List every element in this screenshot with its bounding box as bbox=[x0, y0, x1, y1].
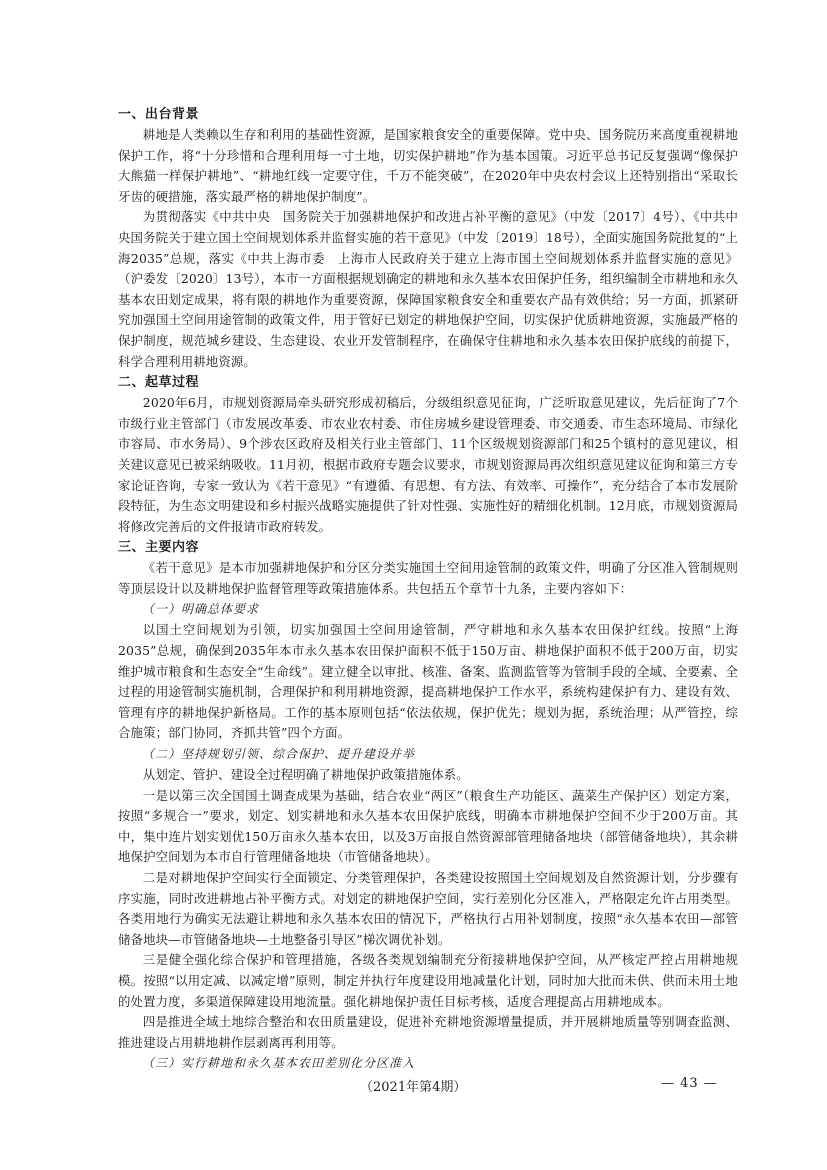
paragraph: 四是推进全域土地综合整治和农田质量建设，促进补充耕地资源增量提质，并开展耕地质量等别调查监测、推进建设占用耕地耕作层剥离再利用等。 bbox=[118, 1014, 738, 1050]
paragraph: 以国土空间规划为引领，切实加强国土空间用途管制，严守耕地和永久基本农田保护红线。按照“上海2035”总规，确保到2035年本市永久基本农田保护面积不低于150万亩、耕地保护面积不低于200万亩，切实维护城市粮食和生态安全“生命线”。建立健全以审批、核准、备案、监测监管等为管制手段的全域、全要素、全过程的用途管制实施机制，合理保护和利用耕地资源，提高耕地保护工作水平，系统构建保护有力、建设有效、管理有序的耕地保护新格局。工作的基本原则包括“依法依规，保护优先；规划为据，系统治理；从严管控，综合施策；部门协同，齐抓共管”四个方面。 bbox=[118, 622, 738, 741]
page-number: — 43 — bbox=[661, 1076, 718, 1091]
subsection-heading: （一）明确总体要求 bbox=[142, 602, 260, 617]
subsection-heading: （二）坚持规划引领、综合保护、提升建设并举 bbox=[142, 747, 416, 762]
subsection-heading: （三）实行耕地和永久基本农田差别化分区准入 bbox=[142, 1056, 416, 1071]
document-body bbox=[118, 104, 738, 1074]
paragraph: 耕地是人类赖以生存和利用的基础性资源，是国家粮食安全的重要保障。党中央、国务院历来高度重视耕地保护工作，将“十分珍惜和合理利用每一寸土地，切实保护耕地”作为基本国策。习近平总书记反复强调“像保护大熊猫一样保护耕地”、“耕地红线一定要守住，千万不能突破”，在2020年中央农村会议上还特别指出“采取长牙齿的硬措施，落实最严格的耕地保护制度”。 bbox=[118, 127, 738, 204]
paragraph: 《若干意见》是本市加强耕地保护和分区分类实施国土空间用途管制的政策文件，明确了分区准入管制规则等顶层设计以及耕地保护监督管理等政策措施体系。共包括五个章节十九条，主要内容如下： bbox=[118, 560, 738, 596]
paragraph: 一是以第三次全国国土调查成果为基础，结合农业“两区”（粮食生产功能区、蔬菜生产保护区）划定方案，按照“多规合一”要求，划定、划实耕地和永久基本农田保护底线，明确本市耕地保护空间不少于200万亩。其中，集中连片划实划优150万亩永久基本农田，以及3万亩报自然资源部管理储备地块（部管储备地块），其余耕地保护空间划为本市自行管理储备地块（市管储备地块）。 bbox=[118, 787, 738, 865]
paragraph: 2020年6月，市规划资源局牵头研究形成初稿后，分级组织意见征询，广泛听取意见建议，先后征询了7个市级行业主管部门（市发展改革委、市农业农村委、市住房城乡建设管理委、市交通委、市生态环境局、市绿化市容局、市水务局）、9个涉农区政府及相关行业主管部门、11个区级规划资源部门和25个镇村的意见建议，相关建议意见已被采纳吸收。11月初，根据市政府专题会议要求，市规划资源局再次组织意见建议征询和第三方专家论证咨询，专家一致认为《若干意见》“有遵循、有思想、有方法、有效率、可操作”，充分结合了本市发展阶段特征，为生态文明建设和乡村振兴战略实施提供了针对性强、实施性好的精细化机制。12月底，市规划资源局将修改完善后的文件报请市政府转发。 bbox=[118, 395, 738, 534]
page-footer bbox=[0, 1076, 827, 1096]
paragraph: 为贯彻落实《中共中央 国务院关于加强耕地保护和改进占补平衡的意见》（中发〔2017〕4号）、《中共中央国务院关于建立国土空间规划体系并监督实施的若干意见》（中发〔2019〕18号），全面实施国务院批复的“上海2035”总规，落实《中共上海市委 上海市人民政府关于建立上海市国土空间规划体系并监督实施的意见》（沪委发〔2020〕13号），本市一方面根据规划确定的耕地和永久基本农田保护任务，组织编制全市耕地和永久基本农田划定成果，将有限的耕地作为重要资源，保障国家粮食安全和重要农产品有效供给；另一方面，抓紧研究加强国土空间用途管制的政策文件，用于管好已划定的耕地保护空间，切实保护优质耕地资源，实施最严格的保护制度，规范城乡建设、生态建设、农业开发管制程序，在确保守住耕地和永久基本农田保护底线的前提下，科学合理利用耕地资源。 bbox=[118, 209, 738, 369]
paragraph: 二是对耕地保护空间实行全面锁定、分类管理保护，各类建设按照国土空间规划及自然资源计划，分步骤有序实施，同时改进耕地占补平衡方式。对划定的耕地保护空间，实行差别化分区准入，严格限定允许占用类型。各类用地行为确实无法避让耕地和永久基本农田的情况下，严格执行占用补划制度，按照“永久基本农田—部管储备地块—市管储备地块—土地整备引导区”梯次调优补划。 bbox=[118, 870, 738, 947]
issue-label: （2021年第4期） bbox=[360, 1080, 467, 1095]
section-heading: 二、起草过程 bbox=[118, 375, 200, 391]
section-heading: 一、出台背景 bbox=[118, 107, 200, 122]
paragraph: 从划定、管护、建设全过程明确了耕地保护政策措施体系。 bbox=[142, 767, 469, 783]
section-heading: 三、主要内容 bbox=[118, 540, 200, 556]
paragraph: 三是健全强化综合保护和管理措施，各级各类规划编制充分衔接耕地保护空间，从严核定严控占用耕地规模。按照“以用定减、以减定增”原则，制定并执行年度建设用地减量化计划，同时加大批而未供、供而未用土地的处置力度，多渠道保障建设用地流量。强化耕地保护责任目标考核，适度合理提高占用耕地成本。 bbox=[118, 952, 738, 1009]
